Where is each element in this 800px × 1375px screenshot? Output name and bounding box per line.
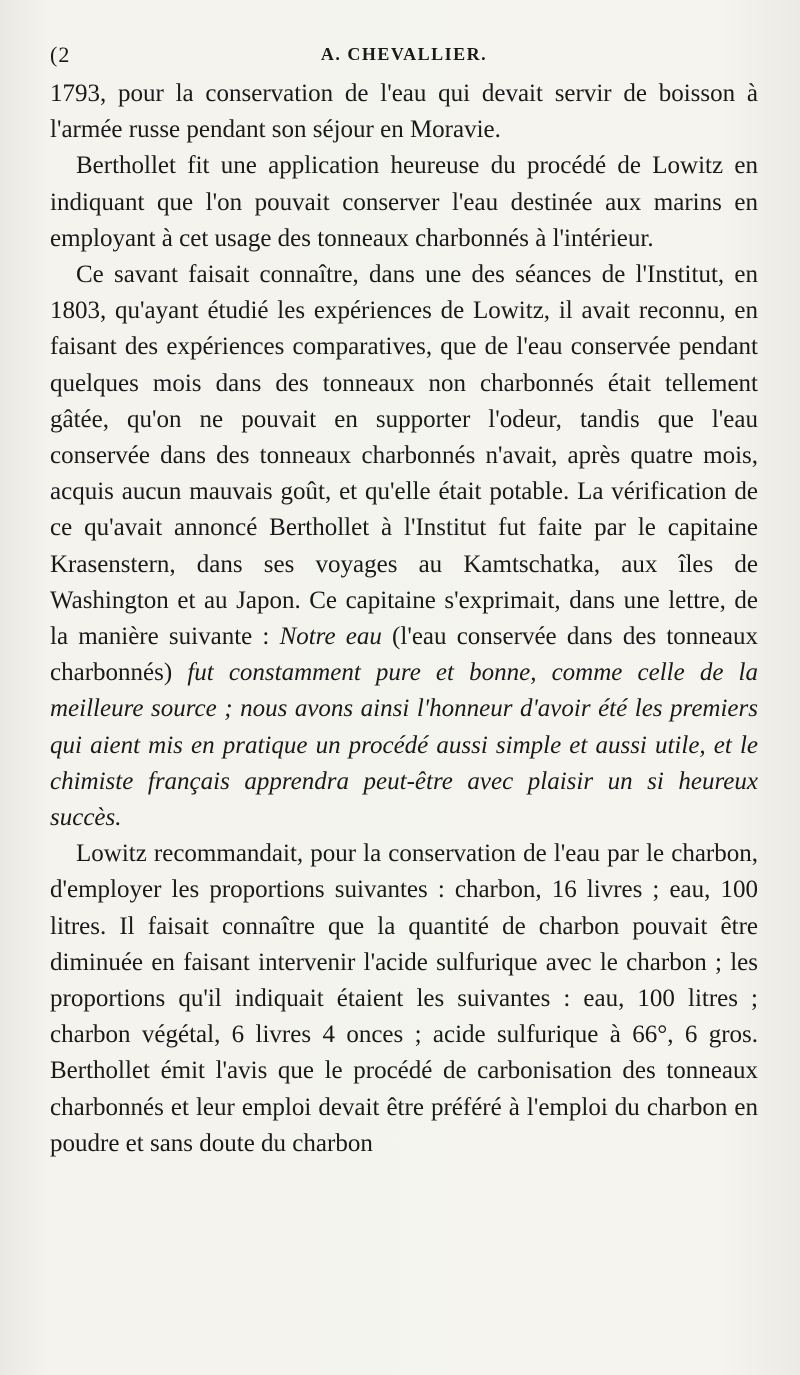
paragraph-1: 1793, pour la conservation de l'eau qui devait servir de boisson à l'armée russe pendant son séjour en Moravie. (50, 80, 758, 144)
body-text (50, 76, 758, 1162)
quote-start: Notre eau (279, 623, 382, 651)
paragraph-3-text: Ce savant faisait connaître, dans une des séances de l'Institut, en 1803, qu'ayant étudié les expériences de Lowitz, il avait reconnu, en faisant des expériences comparatives, que de l'eau conservée pendant quelques mois dans des tonneaux non charbonnés était tellement gâtée, qu'on ne pouvait en supporter l'odeur, tandis que l'eau conservée dans des tonneaux charbonnés n'avait, après quatre mois, acquis aucun mauvais goût, et qu'elle était potable. La vérification de ce qu'avait annoncé Berthollet à l'Institut fut faite par le capitaine Krasenstern, dans ses voyages au Kamtschatka, aux îles de Washington et au Japon. Ce capitaine s'exprimait, dans une lettre, de la manière suivante : (50, 261, 758, 651)
paragraph-4: Lowitz recommandait, pour la conservation de l'eau par le charbon, d'employer les proportions suivantes : charbon, 16 livres ; eau, 100 litres. Il faisait connaître que la quantité de charbon pouvait être diminuée en faisant intervenir l'acide sulfurique avec le charbon ; les proportions qu'il indiquait étaient les suivantes : eau, 100 litres ; charbon végétal, 6 livres 4 onces ; acide sulfurique à 66°, 6 gros. Berthollet émit l'avis que le procédé de carbonisation des tonneaux charbonnés et leur emploi devait être préféré à l'emploi du charbon en poudre et sans doute du charbon (50, 840, 758, 1157)
quote-rest: fut constamment pure et bonne, comme celle de la meilleure source ; nous avons ainsi l'honneur d'avoir été les premiers qui aient mis en pratique un procédé aussi simple et aussi utile, et le chimiste français apprendra peut-être avec plaisir un si heureux succès. (50, 659, 759, 832)
paragraph-3 (50, 257, 758, 836)
running-head: A. CHEVALLIER. (320, 44, 488, 64)
paragraph-2: Berthollet fit une application heureuse du procédé de Lowitz en indiquant que l'on pouvait conserver l'eau destinée aux marins en employant à cet usage des tonneaux charbonnés à l'intérieur. (50, 152, 758, 252)
inline-note: (l'eau conservée dans des tonneaux charbonnés) (50, 623, 759, 687)
page-number: (2 (50, 42, 71, 67)
page-header (50, 36, 758, 76)
